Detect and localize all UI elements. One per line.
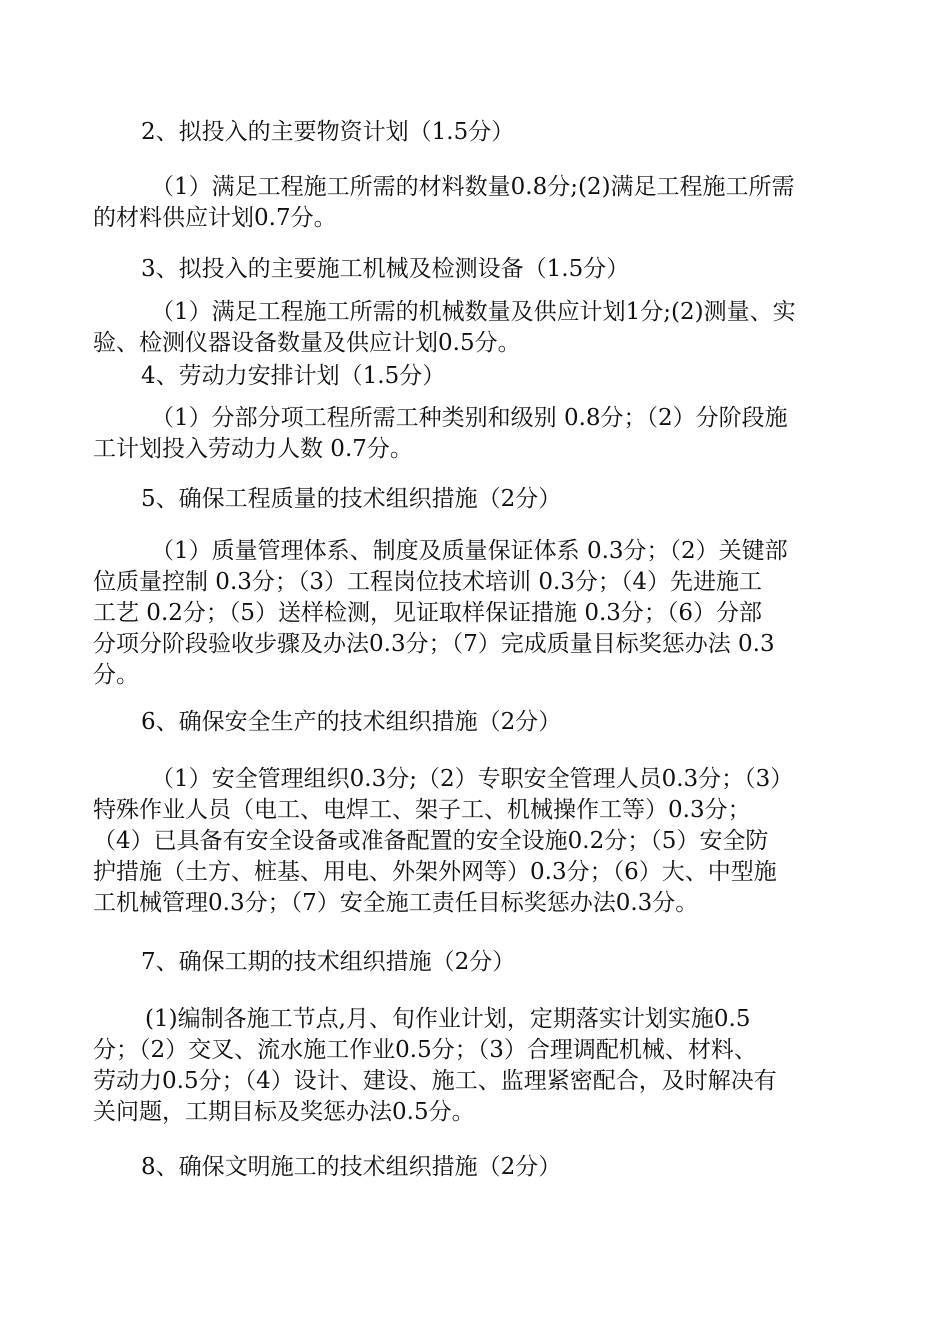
body-line: (1)编制各施工节点,月、旬作业计划，定期落实计划实施0.5	[145, 1006, 751, 1032]
body-line: 特殊作业人员（电工、电焊工、架子工、机械操作工等）0.3分；	[93, 797, 751, 823]
body-line: （1）满足工程施工所需的材料数量0.8分;(2)满足工程施工所需	[151, 174, 795, 200]
section-heading-4: 4、劳动力安排计划（1.5分）	[141, 363, 446, 389]
section-body-7	[93, 1004, 863, 1128]
body-line: 位质量控制 0.3分；（3）工程岗位技术培训 0.3分；（4）先进施工	[93, 569, 763, 595]
section-body-6	[93, 764, 863, 919]
body-line: 工艺 0.2分；（5）送样检测，见证取样保证措施 0.3分；（6）分部	[93, 600, 763, 626]
section-heading-5: 5、确保工程质量的技术组织措施（2分）	[141, 486, 562, 512]
section-heading-3: 3、拟投入的主要施工机械及检测设备（1.5分）	[141, 256, 630, 282]
section-body-3	[93, 297, 863, 359]
section-body-4	[93, 403, 863, 465]
body-line: 工计划投入劳动力人数 0.7分。	[93, 436, 413, 462]
body-line: 关问题，工期目标及奖惩办法0.5分。	[93, 1099, 475, 1125]
body-line: 验、检测仪器设备数量及供应计划0.5分。	[93, 330, 521, 356]
body-line: （1）分部分项工程所需工种类别和级别 0.8分；（2）分阶段施	[151, 405, 788, 431]
body-line: （1）质量管理体系、制度及质量保证体系 0.3分；（2）关键部	[151, 538, 788, 564]
section-heading-6: 6、确保安全生产的技术组织措施（2分）	[141, 709, 562, 735]
section-heading-2: 2、拟投入的主要物资计划（1.5分）	[141, 119, 515, 145]
body-line: （1）安全管理组织0.3分;（2）专职安全管理人员0.3分；（3）	[151, 766, 794, 792]
body-line: 的材料供应计划0.7分。	[93, 205, 337, 231]
section-heading-8: 8、确保文明施工的技术组织措施（2分）	[141, 1154, 562, 1180]
body-line: 分；（2）交叉、流水施工作业0.5分；（3）合理调配机械、材料、	[93, 1037, 757, 1063]
body-line: （4）已具备有安全设备或准备配置的安全设施0.2分；（5）安全防	[93, 828, 769, 854]
body-line: 分项分阶段验收步骤及办法0.3分；（7）完成质量目标奖惩办法 0.3	[93, 631, 775, 657]
body-line: （1）满足工程施工所需的机械数量及供应计划1分;(2)测量、实	[151, 299, 796, 325]
body-line: 工机械管理0.3分；（7）安全施工责任目标奖惩办法0.3分。	[93, 890, 699, 916]
section-heading-7: 7、确保工期的技术组织措施（2分）	[141, 949, 516, 975]
body-line: 护措施（土方、桩基、用电、外架外网等）0.3分；（6）大、中型施	[93, 859, 777, 885]
body-line: 劳动力0.5分；（4）设计、建设、施工、监理紧密配合，及时解决有	[93, 1068, 777, 1094]
section-body-2	[93, 172, 863, 234]
section-body-5	[93, 536, 863, 691]
body-line: 分。	[93, 662, 139, 688]
